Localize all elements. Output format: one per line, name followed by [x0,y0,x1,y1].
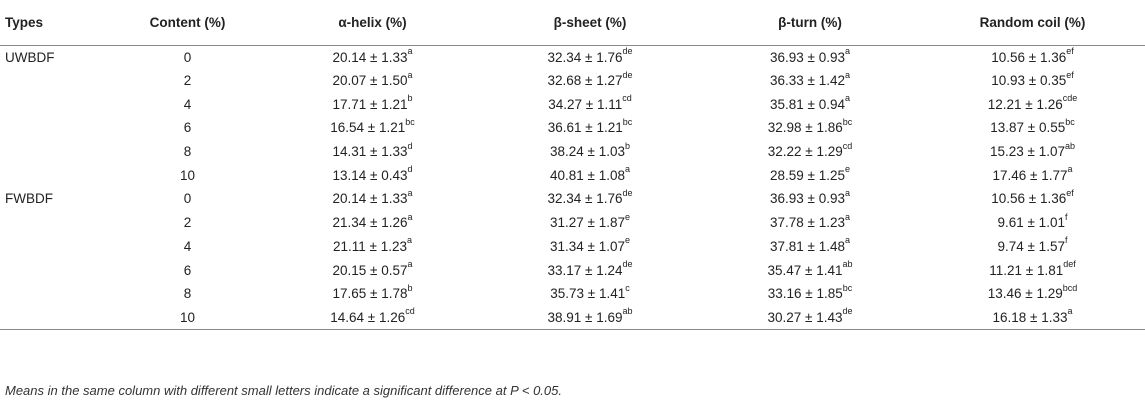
cell-alpha-helix [265,282,480,306]
header-types: Types [0,0,110,45]
significance-letter: cd [842,140,853,151]
cell-beta-sheet [480,258,700,282]
cell-alpha-helix [265,187,480,211]
cell-value: 34.27 ± 1.11 [548,96,623,112]
significance-letter: bc [842,116,853,127]
cell-value: 12.21 ± 1.26 [987,96,1063,112]
cell-value: 32.98 ± 1.86 [767,120,843,136]
significance-letter: de [842,306,853,317]
cell-beta-turn [700,211,920,235]
significance-letter: de [622,259,633,270]
table-row [0,69,1145,93]
cell-value: 32.34 ± 1.76 [547,49,623,65]
cell-random-coil [920,211,1145,235]
significance-letter: a [407,211,413,222]
table-row [0,282,1145,306]
cell-value: 17.71 ± 1.21 [332,96,408,112]
cell-value: 13.87 ± 0.55 [990,120,1066,136]
cell-beta-turn [700,187,920,211]
cell-random-coil [920,69,1145,93]
cell-random-coil [920,187,1145,211]
cell-value: 35.81 ± 0.94 [770,96,845,112]
significance-letter: e [624,235,630,246]
header-content: Content (%) [110,0,265,45]
significance-letter: a [1067,164,1073,175]
significance-letter: a [844,46,850,57]
table-header [0,0,1145,45]
cell-beta-turn [700,306,920,330]
cell-beta-turn [700,116,920,140]
cell-value: 10.56 ± 1.36 [991,191,1067,207]
significance-letter: ab [622,306,633,317]
cell-value: 17.65 ± 1.78 [332,286,408,302]
cell-value: 31.34 ± 1.07 [550,238,625,254]
significance-letter: cde [1062,93,1078,104]
header-random-coil: Random coil (%) [920,0,1145,45]
significance-letter: a [407,187,413,198]
significance-letter: bc [1065,116,1075,127]
table-row [0,235,1145,259]
cell-beta-sheet [480,140,700,164]
cell-random-coil [920,163,1145,187]
significance-letter: e [844,164,850,175]
cell-alpha-helix [265,116,480,140]
table-row [0,187,1145,211]
cell-random-coil [920,235,1145,259]
significance-letter: f [1064,235,1068,246]
cell-alpha-helix [265,211,480,235]
cell-value: 16.18 ± 1.33 [992,309,1068,325]
cell-alpha-helix [265,163,480,187]
cell-beta-sheet [480,69,700,93]
significance-letter: de [622,46,633,57]
cell-value: 30.27 ± 1.43 [767,309,843,325]
table-row [0,211,1145,235]
cell-beta-sheet [480,211,700,235]
cell-value: 14.31 ± 1.33 [332,144,408,160]
significance-letter: b [407,282,413,293]
significance-letter: bc [622,116,633,127]
table-footnote: Means in the same column with different small letters indicate a significant difference at P < 0.05. [5,383,562,398]
cell-type [0,306,110,330]
cell-value: 32.22 ± 1.29 [767,144,843,160]
significance-letter: ab [842,259,853,270]
cell-type [0,258,110,282]
table-row [0,258,1145,282]
significance-letter: a [844,211,850,222]
table-row [0,92,1145,116]
table-row [0,45,1145,69]
significance-letter: bc [405,116,415,127]
cell-value: 35.73 ± 1.41 [550,286,626,302]
cell-value: 38.24 ± 1.03 [550,144,625,160]
cell-content: 8 [183,286,192,302]
cell-beta-sheet [480,45,700,69]
cell-alpha-helix [265,45,480,69]
cell-value: 20.14 ± 1.33 [332,49,408,65]
significance-letter: a [624,164,630,175]
table-row [0,140,1145,164]
cell-random-coil [920,282,1145,306]
cell-value: 37.78 ± 1.23 [770,215,845,231]
cell-value: 33.16 ± 1.85 [767,286,843,302]
significance-letter: ef [1066,69,1074,80]
cell-value: 16.54 ± 1.21 [330,120,406,136]
significance-letter: a [407,69,413,80]
header-row [0,0,1145,45]
header-beta-sheet: β-sheet (%) [480,0,700,45]
cell-content: 6 [183,120,192,136]
cell-value: 38.91 ± 1.69 [547,309,623,325]
significance-letter: ef [1066,46,1074,57]
cell-beta-turn [700,258,920,282]
cell-value: 17.46 ± 1.77 [992,167,1068,183]
significance-letter: a [407,259,413,270]
significance-letter: ab [1064,140,1075,151]
cell-content: 2 [183,73,192,89]
significance-letter: a [844,235,850,246]
significance-letter: e [624,211,630,222]
cell-type [0,116,110,140]
cell-type [0,211,110,235]
cell-beta-turn [700,140,920,164]
cell-value: 21.34 ± 1.26 [332,215,408,231]
cell-value: 9.61 ± 1.01 [997,215,1065,231]
significance-letter: de [622,187,633,198]
cell-beta-sheet [480,116,700,140]
significance-letter: ef [1066,187,1074,198]
significance-letter: def [1063,259,1076,270]
cell-beta-turn [700,163,920,187]
significance-letter: d [407,164,413,175]
cell-type [0,235,110,259]
cell-type: FWBDF [5,191,53,207]
cell-type [0,282,110,306]
cell-value: 13.14 ± 0.43 [332,167,408,183]
cell-value: 31.27 ± 1.87 [550,215,625,231]
cell-random-coil [920,116,1145,140]
cell-random-coil [920,45,1145,69]
table-body [0,45,1145,329]
cell-value: 36.61 ± 1.21 [547,120,623,136]
cell-content: 2 [183,215,192,231]
cell-value: 36.93 ± 0.93 [770,49,845,65]
cell-value: 20.15 ± 0.57 [332,262,408,278]
cell-content: 10 [179,309,196,325]
cell-value: 15.23 ± 1.07 [990,144,1065,160]
cell-beta-sheet [480,235,700,259]
cell-beta-sheet [480,187,700,211]
cell-type [0,92,110,116]
significance-letter: cd [405,306,415,317]
significance-letter: bcd [1062,282,1078,293]
cell-alpha-helix [265,140,480,164]
cell-value: 37.81 ± 1.48 [770,238,845,254]
cell-value: 32.34 ± 1.76 [547,191,623,207]
header-alpha-helix: α-helix (%) [265,0,480,45]
cell-alpha-helix [265,92,480,116]
significance-letter: a [1067,306,1073,317]
cell-random-coil [920,258,1145,282]
cell-value: 10.56 ± 1.36 [991,49,1067,65]
cell-beta-turn [700,45,920,69]
cell-type: UWBDF [5,49,55,65]
cell-content: 4 [183,96,192,112]
cell-type [0,140,110,164]
table-row [0,116,1145,140]
significance-letter: a [844,187,850,198]
cell-value: 33.17 ± 1.24 [547,262,623,278]
cell-value: 20.14 ± 1.33 [332,191,408,207]
significance-letter: d [407,140,413,151]
cell-type [0,163,110,187]
cell-content: 0 [183,191,192,207]
significance-letter: f [1064,211,1068,222]
cell-alpha-helix [265,69,480,93]
cell-type [0,69,110,93]
cell-value: 21.11 ± 1.23 [333,238,407,254]
significance-letter: b [407,93,413,104]
cell-value: 13.46 ± 1.29 [987,286,1063,302]
cell-content: 8 [183,144,192,160]
cell-content: 4 [183,238,192,254]
significance-letter: a [844,69,850,80]
cell-value: 36.33 ± 1.42 [770,73,845,89]
significance-letter: b [624,140,630,151]
cell-alpha-helix [265,258,480,282]
cell-alpha-helix [265,306,480,330]
cell-beta-sheet [480,282,700,306]
significance-letter: a [407,46,413,57]
significance-letter: c [625,282,630,293]
significance-letter: cd [622,93,632,104]
cell-content: 10 [179,167,196,183]
cell-alpha-helix [265,235,480,259]
cell-beta-sheet [480,163,700,187]
cell-random-coil [920,92,1145,116]
cell-value: 20.07 ± 1.50 [332,73,408,89]
cell-value: 9.74 ± 1.57 [997,238,1065,254]
cell-beta-sheet [480,306,700,330]
significance-letter: de [622,69,633,80]
cell-beta-turn [700,282,920,306]
cell-beta-turn [700,69,920,93]
cell-value: 35.47 ± 1.41 [767,262,843,278]
table-row [0,306,1145,330]
cell-value: 28.59 ± 1.25 [770,167,845,183]
cell-value: 14.64 ± 1.26 [330,309,406,325]
cell-value: 36.93 ± 0.93 [770,191,845,207]
cell-random-coil [920,140,1145,164]
table-row [0,163,1145,187]
cell-value: 11.21 ± 1.81 [989,262,1064,278]
cell-value: 40.81 ± 1.08 [550,167,625,183]
header-beta-turn: β-turn (%) [700,0,920,45]
significance-letter: a [406,235,412,246]
cell-content: 6 [183,262,192,278]
significance-letter: bc [842,282,853,293]
significance-letter: a [844,93,850,104]
cell-random-coil [920,306,1145,330]
cell-beta-turn [700,235,920,259]
cell-value: 32.68 ± 1.27 [547,73,623,89]
cell-content: 0 [183,49,192,65]
cell-value: 10.93 ± 0.35 [991,73,1067,89]
cell-beta-turn [700,92,920,116]
cell-beta-sheet [480,92,700,116]
